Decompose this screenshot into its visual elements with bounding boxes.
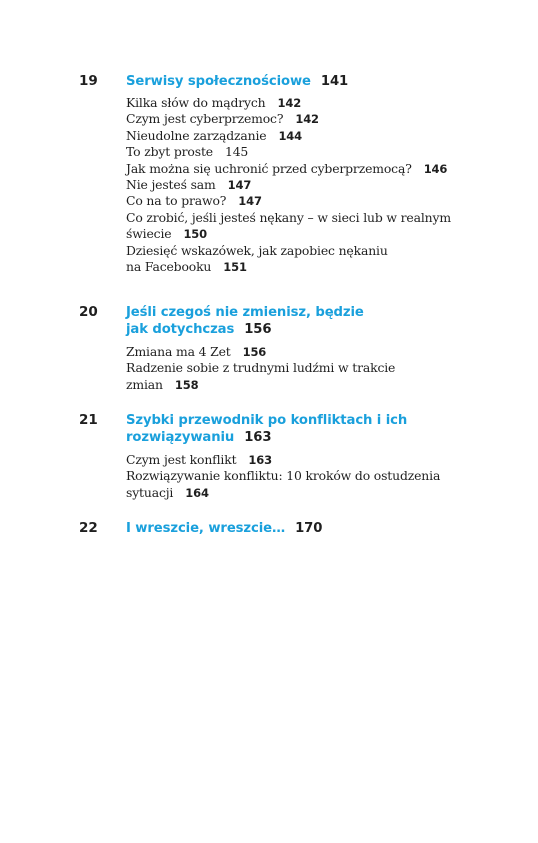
chapter-title-text: Serwisy społecznościowe <box>126 74 311 89</box>
toc-entry: Zmiana ma 4 Zet 156 <box>126 344 267 359</box>
entry-page-number: 158 <box>174 377 199 392</box>
toc-entry: Co na to prawo? 147 <box>126 193 262 209</box>
entry-page-number: 142 <box>295 112 319 127</box>
toc-entry: Kilka słów do mądrych 142 <box>126 95 302 110</box>
toc-entry: To zbyt proste 145 <box>126 144 249 160</box>
toc-entry: Nie jesteś sam 147 <box>126 177 252 193</box>
toc-entry: Jak można się uchronić przed cyberprzemocą? 146 <box>126 160 448 176</box>
chapter-title <box>126 412 486 446</box>
entry-page-number: 147 <box>238 194 262 209</box>
toc-entry: Nieudolne zarządzanie 144 <box>126 127 303 143</box>
chapter-entries <box>126 95 486 275</box>
chapter-page-number: 156 <box>244 322 272 337</box>
toc-entry: Rozwiązywanie konfliktu: 10 kroków do ostudzenia sytuacji 164 <box>126 468 441 500</box>
entry-page-number: 163 <box>248 453 272 467</box>
chapter-title-text: Jeśli czegoś nie zmienisz, będzie <box>126 305 364 320</box>
entry-page-number: 145 <box>224 144 249 160</box>
chapter-number: 21 <box>79 412 98 428</box>
chapter-page-number: 163 <box>244 430 272 445</box>
chapter-title <box>126 304 486 338</box>
entry-page-number: 146 <box>423 161 448 176</box>
chapter-number: 19 <box>79 73 98 89</box>
entry-page-number: 150 <box>183 227 208 242</box>
toc-entry: Czym jest konflikt 163 <box>126 452 272 467</box>
chapter-title <box>126 520 486 537</box>
chapter-title-text: Szybki przewodnik po konfliktach i ich <box>126 413 408 428</box>
toc-entry: Dziesięć wskazówek, jak zapobiec nękaniu na Facebooku 151 <box>126 242 388 275</box>
chapter-title-text: rozwiązywaniu <box>126 430 235 445</box>
chapter-title-text: I wreszcie, wreszcie… <box>126 521 286 536</box>
chapter-page-number: 141 <box>320 74 349 89</box>
toc-entry: Czym jest cyberprzemoc? 142 <box>126 111 319 127</box>
chapter-page-number: 170 <box>295 521 323 536</box>
entry-page-number: 144 <box>278 128 303 143</box>
entry-page-number: 156 <box>242 345 267 359</box>
chapter-entries <box>126 344 486 393</box>
chapter-title-text: jak dotychczas <box>126 322 235 337</box>
entry-page-number: 147 <box>227 178 252 193</box>
toc-entry: Co zrobić, jeśli jesteś nękany – w sieci lub w realnym świecie 150 <box>126 209 451 242</box>
chapter-title <box>126 73 486 90</box>
chapter-number: 22 <box>79 520 98 536</box>
chapter-number: 20 <box>79 304 98 320</box>
toc-entry: Radzenie sobie z trudnymi ludźmi w trakcie zmian 158 <box>126 360 396 392</box>
chapter-entries <box>126 452 486 501</box>
entry-page-number: 142 <box>277 96 302 110</box>
entry-page-number: 151 <box>223 260 247 275</box>
entry-page-number: 164 <box>185 485 209 500</box>
